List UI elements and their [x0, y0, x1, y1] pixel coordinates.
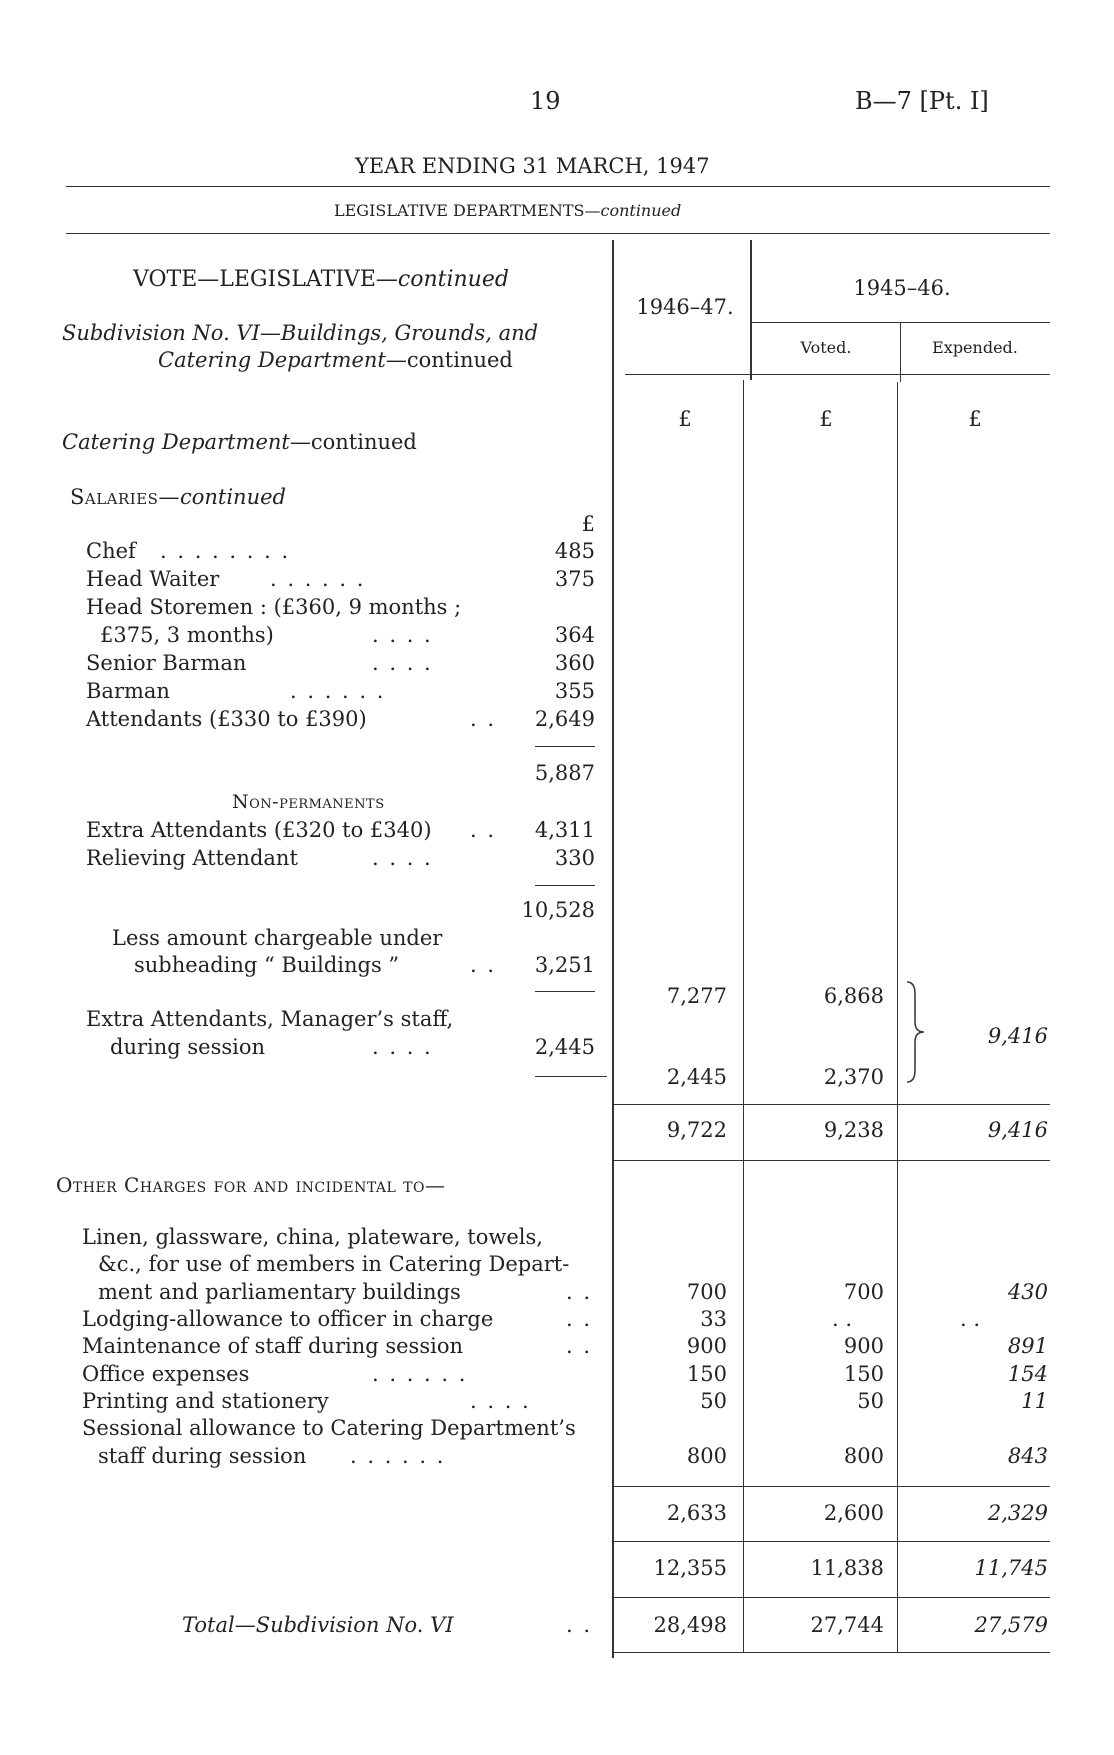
- non-permanent-value: 330: [554, 846, 595, 870]
- extra-leader: . . . .: [372, 1035, 433, 1059]
- extra-line-2: during session: [110, 1035, 266, 1059]
- subtotal-rule-1: [535, 746, 595, 747]
- salary-label: Chef: [86, 539, 136, 563]
- vote-heading: [133, 267, 509, 293]
- other-total-rule-top: [612, 1486, 1050, 1487]
- column-header-rule: [625, 374, 1050, 375]
- page-subtitle-continued: continued: [600, 201, 682, 220]
- salary-leader: . . . . . .: [270, 567, 366, 591]
- salaries-total-voted: 9,238: [823, 1118, 884, 1142]
- salaries-heading: [70, 484, 286, 510]
- salaries-total-rule-top: [612, 1104, 1050, 1105]
- subdivision-total-voted: 27,744: [810, 1613, 884, 1637]
- other-voted: 900: [843, 1334, 884, 1358]
- col-1946-47-header: 1946–47.: [636, 295, 734, 319]
- less-rule: [535, 991, 595, 992]
- col-1-pound: £: [678, 407, 692, 431]
- other-voted: 800: [843, 1444, 884, 1468]
- grand-1946-47: 12,355: [653, 1556, 727, 1580]
- other-item-line: ment and parliamentary buildings: [98, 1280, 461, 1304]
- extra-rule: [535, 1076, 607, 1077]
- other-1946-47: 900: [686, 1334, 727, 1358]
- salary-value: 375: [554, 567, 595, 591]
- other-item-line: Lodging-allowance to officer in charge: [82, 1307, 494, 1331]
- gross-subtotal: 10,528: [521, 898, 595, 922]
- other-item-line: &c., for use of members in Catering Depart-: [98, 1252, 570, 1276]
- other-charges-heading: Other Charges for and incidental to—: [56, 1173, 446, 1197]
- other-1946-47: 33: [700, 1307, 727, 1331]
- other-expended: 154: [1007, 1362, 1048, 1386]
- salaries-pound-sign: £: [581, 512, 595, 536]
- vote-heading-main: VOTE—LEGISLATIVE—: [133, 267, 398, 292]
- col-1945-46-header: 1945–46.: [853, 276, 951, 300]
- salaries-total-expended: 9,416: [987, 1118, 1048, 1142]
- salary-label: Attendants (£330 to £390): [86, 707, 367, 731]
- less-line-2: subheading “ Buildings ”: [134, 953, 400, 977]
- subdivision-total-expended: 27,579: [974, 1613, 1048, 1637]
- salary-label: £375, 3 months): [100, 623, 274, 647]
- col-rule-left: [612, 240, 614, 1658]
- subdivision-total-1946-47: 28,498: [653, 1613, 727, 1637]
- other-item-leader: . . . . . .: [350, 1444, 446, 1468]
- salary-leader: . . . .: [372, 623, 433, 647]
- subdivision-heading-line1: Subdivision No. VI—Buildings, Grounds, and: [62, 321, 539, 345]
- salary-label: Head Storemen : (£360, 9 months ;: [86, 595, 462, 619]
- salaries-net-voted: 6,868: [823, 984, 884, 1008]
- grand-rule-bottom: [612, 1597, 1050, 1598]
- salary-leader: . .: [470, 707, 497, 731]
- other-voted: 700: [843, 1280, 884, 1304]
- less-value: 3,251: [534, 953, 595, 977]
- other-expended: 430: [1007, 1280, 1048, 1304]
- other-expended: 891: [1007, 1334, 1048, 1358]
- extra-value: 2,445: [534, 1035, 595, 1059]
- salary-label: Senior Barman: [86, 651, 247, 675]
- grand-expended: 11,745: [974, 1556, 1048, 1580]
- other-total-rule-bottom: [612, 1541, 1050, 1542]
- salary-leader: . . . . . .: [290, 679, 386, 703]
- page-number: 19: [530, 87, 561, 115]
- other-1946-47: 150: [686, 1362, 727, 1386]
- catering-heading: [62, 429, 417, 455]
- other-total-voted: 2,600: [823, 1501, 884, 1525]
- salary-value: 485: [554, 539, 595, 563]
- page-title: YEAR ENDING 31 MARCH, 1947: [355, 154, 710, 178]
- other-total-1946-47: 2,633: [666, 1501, 727, 1525]
- salary-label: Barman: [86, 679, 170, 703]
- bracketed-expended: 9,416: [987, 1024, 1048, 1048]
- salary-label: Head Waiter: [86, 567, 220, 591]
- subtotal-rule-2: [535, 885, 595, 886]
- salaries-net-1946-47: 7,277: [666, 984, 727, 1008]
- subdivision-total-label: Total—Subdivision No. VI: [182, 1613, 454, 1637]
- col-3-pound: £: [968, 407, 982, 431]
- other-item-line: Maintenance of staff during session: [82, 1334, 463, 1358]
- other-voted: . .: [831, 1307, 852, 1331]
- subdivision-heading-line2: [158, 347, 513, 373]
- col-voted-header: Voted.: [800, 338, 852, 357]
- non-permanent-leader: . .: [470, 818, 497, 842]
- other-item-line: Sessional allowance to Catering Department’s: [82, 1416, 576, 1440]
- other-1946-47: 700: [686, 1280, 727, 1304]
- other-voted: 50: [857, 1389, 884, 1413]
- grand-voted: 11,838: [810, 1556, 884, 1580]
- other-item-leader: . .: [566, 1334, 593, 1358]
- non-permanent-value: 4,311: [534, 818, 595, 842]
- less-line-1: Less amount chargeable under: [112, 926, 443, 950]
- other-expended: 843: [1007, 1444, 1048, 1468]
- vote-heading-continued: continued: [397, 267, 509, 292]
- salaries-heading-main: Salaries—: [70, 485, 180, 509]
- page-reference: B—7 [Pt. I]: [855, 87, 989, 115]
- header-rule-1: [66, 186, 1050, 187]
- page-subtitle: [334, 198, 681, 224]
- non-permanent-label: Relieving Attendant: [86, 846, 298, 870]
- page-subtitle-main: LEGISLATIVE DEPARTMENTS—: [334, 201, 601, 220]
- salaries-total-rule-bottom: [612, 1160, 1050, 1161]
- salary-value: 355: [554, 679, 595, 703]
- col-expended-header: Expended.: [932, 338, 1018, 357]
- other-item-line: Printing and stationery: [82, 1389, 329, 1413]
- col-2-pound: £: [819, 407, 833, 431]
- col-rule-right-lower: [897, 382, 898, 1652]
- non-permanents-heading: Non-permanents: [232, 791, 385, 813]
- other-item-leader: . .: [566, 1307, 593, 1331]
- group-header-rule: [752, 322, 1050, 323]
- less-leader: . .: [470, 953, 497, 977]
- salaries-total-1946-47: 9,722: [666, 1118, 727, 1142]
- header-rule-2: [66, 233, 1050, 234]
- col-rule-right: [900, 322, 901, 382]
- col-rule-middle: [750, 240, 752, 380]
- other-1946-47: 50: [700, 1389, 727, 1413]
- subdivision-heading-rest: —continued: [385, 348, 513, 372]
- other-item-leader: . .: [566, 1280, 593, 1304]
- subdivision-total-leader: . .: [566, 1613, 593, 1637]
- other-item-line: Linen, glassware, china, plateware, towels,: [82, 1225, 543, 1249]
- non-permanent-label: Extra Attendants (£320 to £340): [86, 818, 432, 842]
- other-total-expended: 2,329: [987, 1501, 1048, 1525]
- other-expended: . .: [959, 1307, 980, 1331]
- catering-heading-rest: —continued: [289, 430, 417, 454]
- extra-1946-47: 2,445: [666, 1065, 727, 1089]
- other-item-line: Office expenses: [82, 1362, 250, 1386]
- salary-value: 360: [554, 651, 595, 675]
- salaries-subtotal: 5,887: [534, 761, 595, 785]
- salary-leader: . . . .: [372, 651, 433, 675]
- other-item-leader: . . . .: [470, 1389, 531, 1413]
- subdivision-total-rule-bottom: [612, 1652, 1050, 1653]
- extra-voted: 2,370: [823, 1065, 884, 1089]
- salary-leader: . . . . . . . .: [160, 539, 291, 563]
- catering-heading-italic: Catering Department: [62, 430, 290, 454]
- other-1946-47: 800: [686, 1444, 727, 1468]
- extra-line-1: Extra Attendants, Manager’s staff,: [86, 1007, 454, 1031]
- salary-value: 364: [554, 623, 595, 647]
- salary-value: 2,649: [534, 707, 595, 731]
- col-rule-middle-lower: [743, 380, 744, 1652]
- non-permanent-leader: . . . .: [372, 846, 433, 870]
- other-expended: 11: [1021, 1389, 1048, 1413]
- subdivision-heading-italic: Catering Department: [158, 348, 386, 372]
- other-voted: 150: [843, 1362, 884, 1386]
- salaries-heading-continued: continued: [179, 485, 286, 509]
- other-item-line: staff during session: [98, 1444, 307, 1468]
- other-item-leader: . . . . . .: [372, 1362, 468, 1386]
